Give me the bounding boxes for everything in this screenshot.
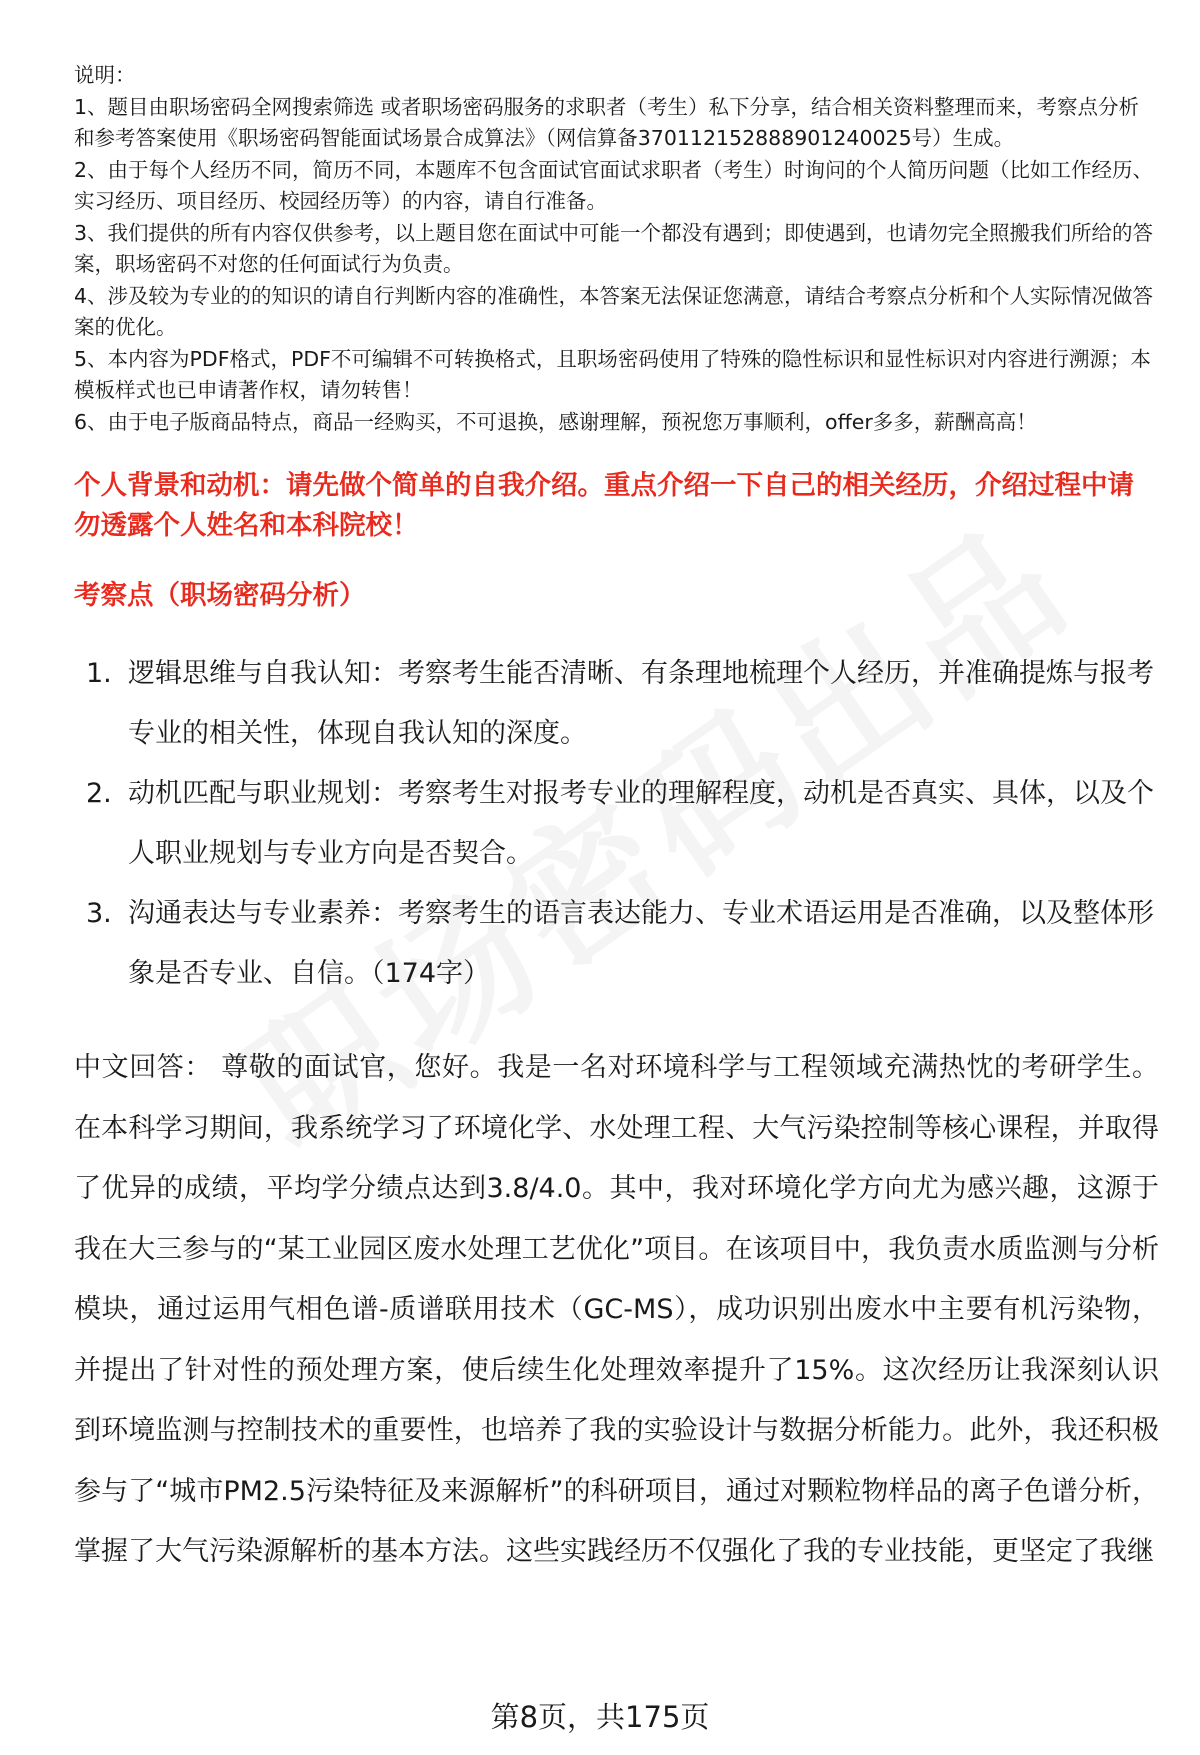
notice-item: 6、由于电子版商品特点，商品一经购买，不可退换，感谢理解，预祝您万事顺利，offer多多，薪酬高高！ [74,409,1037,434]
point-text: 沟通表达与专业素养：考察考生的语言表达能力、专业术语运用是否准确，以及整体形象是否专业、自信。（174字） [128,898,1154,989]
answer-label: 中文回答： [74,1052,213,1083]
notice-block [74,60,1159,438]
question-title: 个人背景和动机：请先做个简单的自我介绍。重点介绍一下自己的相关经历，介绍过程中请勿透露个人姓名和本科院校！ [74,470,1134,541]
analysis-point [74,644,1159,764]
point-text: 逻辑思维与自我认知：考察考生能否清晰、有条理地梳理个人经历，并准确提炼与报考专业的相关性，体现自我认知的深度。 [128,658,1154,749]
notice-item: 3、我们提供的所有内容仅供参考，以上题目您在面试中可能一个都没有遇到；即使遇到，也请勿完全照搬我们所给的答案，职场密码不对您的任何面试行为负责。 [74,220,1154,276]
document-page [74,60,1159,1583]
answer-text: 尊敬的面试官，您好。我是一名对环境科学与工程领域充满热忱的考研学生。在本科学习期间，我系统学习了环境化学、水处理工程、大气污染控制等核心课程，并取得了优异的成绩，平均学分绩点达到3.8/4.0。其中，我对环境化学方向尤为感兴趣，这源于我在大三参与的“某工业园区废水处理工艺优化”项目。在该项目中，我负责水质监测与分析模块，通过运用气相色谱-质谱联用技术（GC-MS），成功识别出废水中主要有机污染物，并提出了针对性的预处理方案，使后续生化处理效率提升了15%。这次经历让我深刻认识到环境监测与控制技术的重要性，也培养了我的实验设计与数据分析能力。此外，我还积极参与了“城市PM2.5污染特征及来源解析”的科研项目，通过对颗粒物样品的离子色谱分析，掌握了大气污染源解析的基本方法。这些实践经历不仅强化了我的专业技能，更坚定了我继 [74,1052,1160,1567]
answer-paragraph [74,1038,1159,1583]
notice-item: 1、题目由职场密码全网搜索筛选 或者职场密码服务的求职者（考生）私下分享，结合相关资料整理而来，考察点分析和参考答案使用《职场密码智能面试场景合成算法》（网信算备370112152888901240025号）生成。 [74,94,1140,150]
analysis-heading: 考察点（职场密码分析） [74,580,366,611]
notice-title: 说明： [74,63,136,87]
point-number: 3. [86,898,112,929]
notice-item: 2、由于每个人经历不同，简历不同，本题库不包含面试官面试求职者（考生）时询问的个人简历问题（比如工作经历、实习经历、项目经历、校园经历等）的内容，请自行准备。 [74,157,1154,213]
notice-item: 4、涉及较为专业的的知识的请自行判断内容的准确性，本答案无法保证您满意，请结合考察点分析和个人实际情况做答案的优化。 [74,283,1154,339]
notice-item: 5、本内容为PDF格式，PDF不可编辑不可转换格式，且职场密码使用了特殊的隐性标识和显性标识对内容进行溯源；本模板样式也已申请著作权，请勿转售！ [74,346,1151,402]
analysis-point [74,884,1159,1004]
point-number: 1. [86,658,112,689]
analysis-point [74,764,1159,884]
point-text: 动机匹配与职业规划：考察考生对报考专业的理解程度，动机是否真实、具体，以及个人职业规划与专业方向是否契合。 [128,778,1154,869]
analysis-points-list [74,644,1159,1004]
page-number-footer: 第8页，共175页 [490,1700,710,1734]
point-number: 2. [86,778,112,809]
